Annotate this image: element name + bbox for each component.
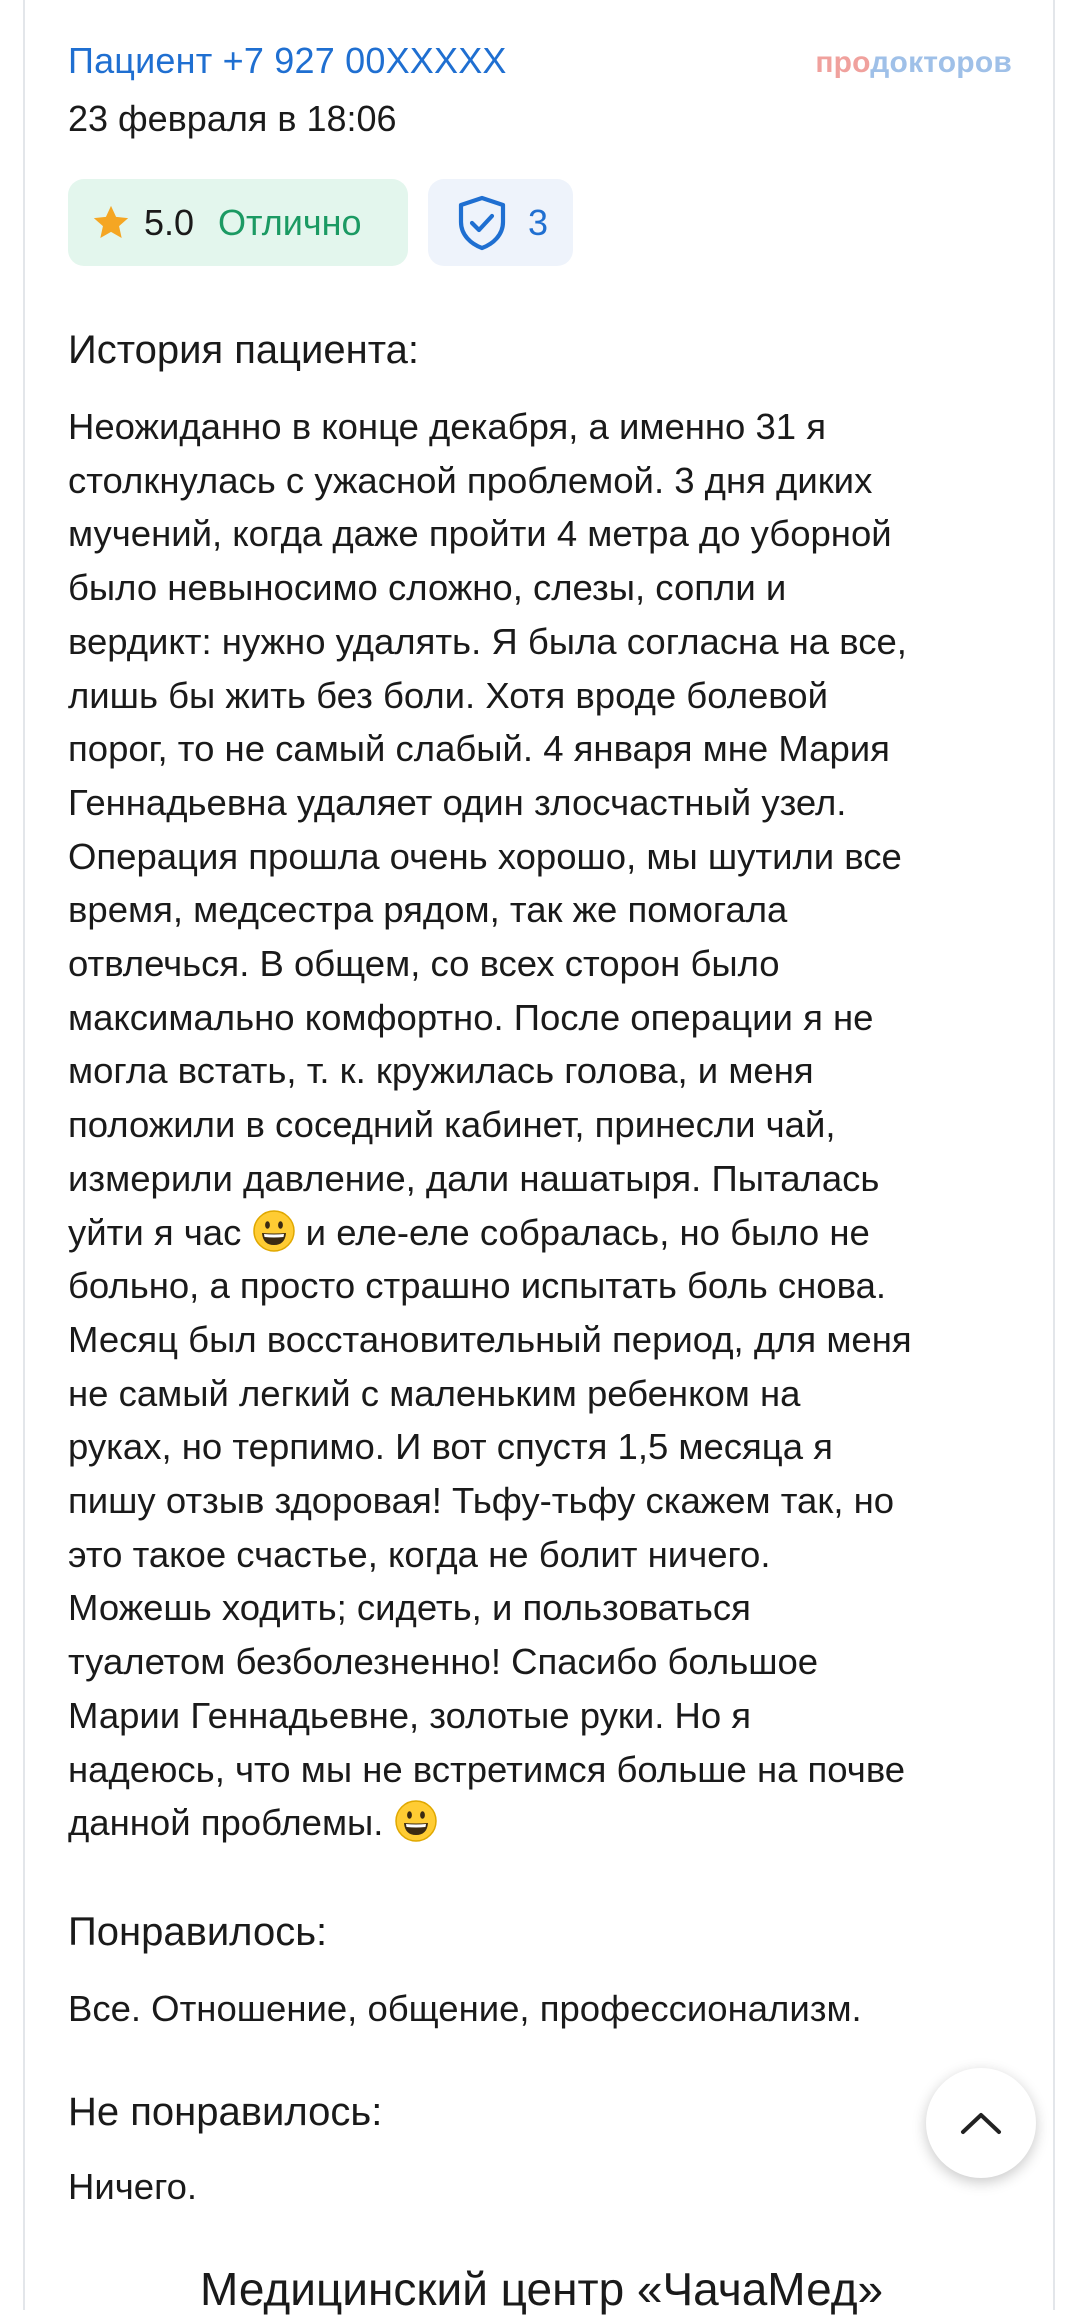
story-line: отвлечься. В общем, со всех сторон было	[68, 943, 780, 985]
rating-label: Отлично	[218, 201, 362, 243]
story-line: руках, но терпимо. И вот спустя 1,5 месяца я	[68, 1426, 833, 1468]
star-icon	[90, 202, 132, 244]
story-line: Можешь ходить; сидеть, и пользоваться	[68, 1587, 751, 1629]
scroll-to-top-button[interactable]	[926, 2068, 1036, 2178]
brand-logo	[815, 46, 1012, 80]
disliked-title: Не понравилось:	[68, 2090, 383, 2134]
story-line: было невыносимо сложно, слезы, сопли и	[68, 567, 787, 609]
story-line: Марии Геннадьевне, золотые руки. Но я	[68, 1694, 752, 1736]
story-line: могла встать, т. к. кружилась голова, и меня	[68, 1050, 814, 1092]
rating-badge	[68, 179, 408, 266]
story-line: измерили давление, дали нашатыря. Пыталась	[68, 1157, 880, 1199]
disliked-text: Ничего.	[68, 2166, 198, 2207]
grinning-face-emoji-icon	[394, 1799, 438, 1843]
story-line: надеюсь, что мы не встретимся больше на почве	[68, 1748, 906, 1790]
story-line-with-emoji	[68, 1796, 1008, 1850]
story-line: лишь бы жить без боли. Хотя вроде болевой	[68, 674, 828, 716]
story-line: пишу отзыв здоровая! Тьфу-тьфу скажем так, но	[68, 1480, 895, 1522]
grinning-face-emoji-icon	[252, 1209, 296, 1253]
story-line: Месяц был восстановительный период, для меня	[68, 1318, 912, 1360]
review-date: 23 февраля в 18:06	[68, 98, 397, 139]
chevron-up-icon	[959, 2110, 1003, 2136]
story-line: это такое счастье, когда не болит ничего.	[68, 1533, 771, 1575]
story-line: вердикт: нужно удалять. Я была согласна на все,	[68, 620, 907, 662]
liked-title: Понравилось:	[68, 1910, 328, 1954]
story-line-part: и еле-еле собралась, но было не	[305, 1211, 870, 1253]
story-line: положили в соседний кабинет, принесли чай,	[68, 1104, 836, 1146]
story-line: мучений, когда даже пройти 4 метра до уборной	[68, 513, 892, 555]
review-author-link[interactable]: Пациент +7 927 00XXXXX	[68, 40, 507, 81]
story-line-part: уйти я час	[68, 1211, 242, 1253]
story-line-with-emoji	[68, 1206, 1008, 1260]
brand-logo-part2: докторов	[870, 46, 1012, 79]
story-line-part: данной проблемы.	[68, 1802, 384, 1844]
clinic-heading: Медицинский центр «ЧачаМед»	[200, 2263, 884, 2315]
brand-logo-part1: про	[815, 46, 871, 79]
story-line: Операция прошла очень хорошо, мы шутили все	[68, 835, 902, 877]
shield-check-icon	[454, 194, 510, 252]
verified-badge[interactable]	[428, 179, 573, 266]
story-line: туалетом безболезненно! Спасибо большое	[68, 1641, 819, 1683]
story-line: Неожиданно в конце декабря, а именно 31 я	[68, 406, 826, 447]
liked-text: Все. Отношение, общение, профессионализм.	[68, 1988, 862, 2029]
story-line: Геннадьевна удаляет один злосчастный узел.	[68, 781, 847, 823]
story-line: столкнулась с ужасной проблемой. 3 дня диких	[68, 459, 873, 501]
rating-score: 5.0	[144, 201, 195, 243]
story-title: История пациента:	[68, 328, 419, 372]
story-line: время, медсестра рядом, так же помогала	[68, 889, 788, 931]
story-line: не самый легкий с маленьким ребенком на	[68, 1372, 801, 1414]
story-text	[68, 400, 1008, 1850]
verified-count: 3	[528, 201, 549, 243]
story-line: максимально комфортно. После операции я не	[68, 996, 874, 1038]
story-line: порог, то не самый слабый. 4 января мне Мария	[68, 728, 890, 770]
story-line: больно, а просто страшно испытать боль снова.	[68, 1265, 887, 1307]
